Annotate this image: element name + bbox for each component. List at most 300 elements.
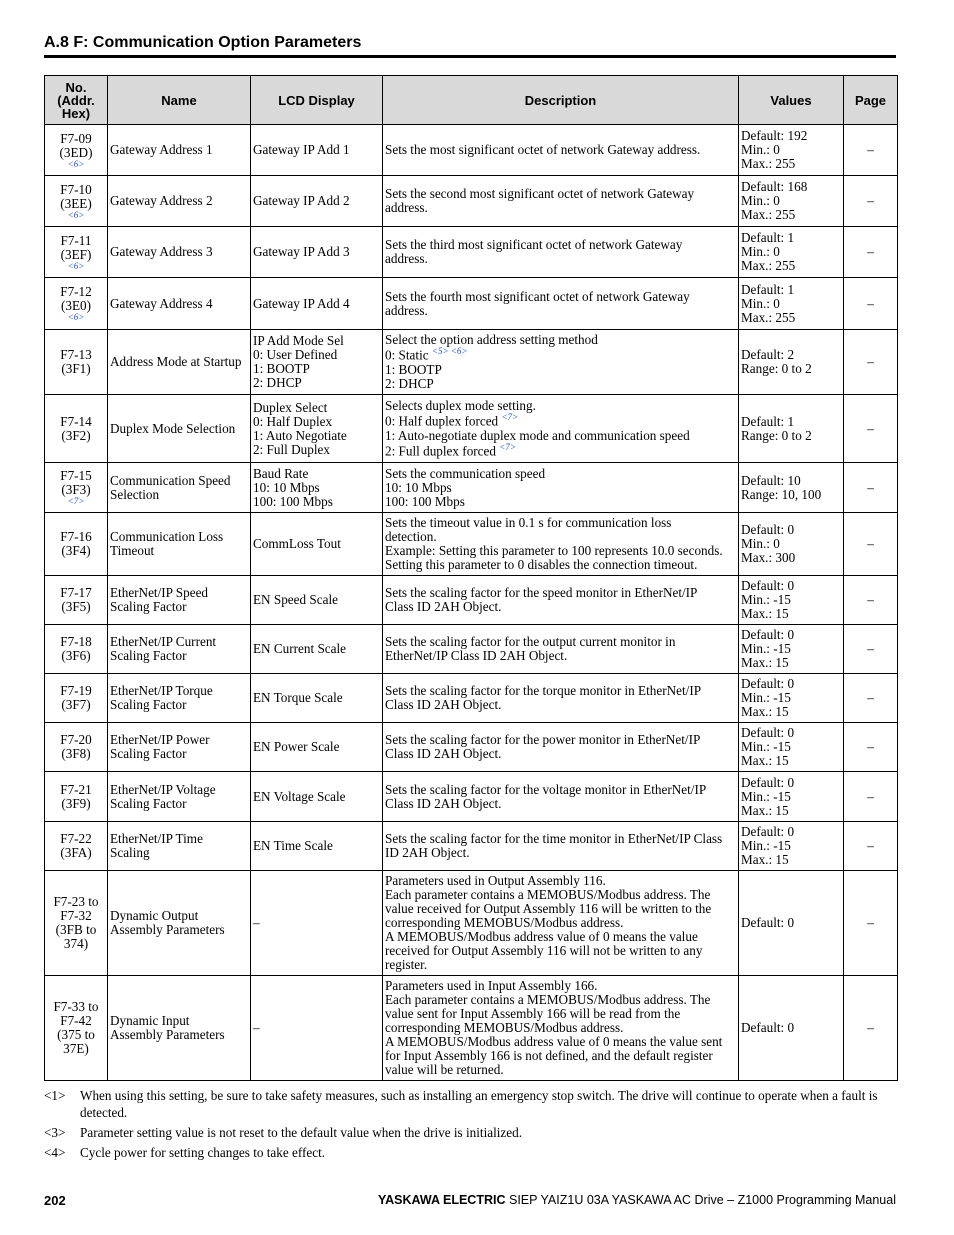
cell-line	[385, 874, 736, 888]
parameter-name	[108, 772, 251, 822]
cell-text: (3EF)	[60, 246, 92, 262]
cell-text: (3F8)	[61, 746, 91, 761]
cell-text: Sets the second most significant octet of network Gateway	[385, 186, 695, 201]
cell-text: –	[253, 1020, 260, 1035]
cell-line	[47, 299, 105, 313]
cell-line	[741, 642, 841, 656]
cell-line	[741, 677, 841, 691]
cell-line	[253, 334, 380, 348]
cell-line	[385, 586, 736, 600]
cell-text: corresponding MEMOBUS/Modbus address.	[385, 915, 624, 930]
cell-line	[253, 143, 380, 157]
cell-text: Max.: 300	[741, 550, 796, 565]
parameter-name	[108, 723, 251, 772]
cell-line	[47, 544, 105, 558]
cell-line	[741, 297, 841, 311]
cell-line	[253, 691, 380, 705]
cell-line	[385, 649, 736, 663]
cell-text: EtherNet/IP Current	[110, 634, 217, 649]
cell-text: Scaling Factor	[110, 648, 187, 663]
cell-line	[253, 916, 380, 930]
page-reference: –	[844, 976, 898, 1081]
cell-text: Min.: -15	[741, 739, 791, 754]
footnote-tag: <3>	[44, 1125, 66, 1140]
cell-text: Assembly Parameters	[110, 1027, 225, 1042]
cell-text: Min.: -15	[741, 592, 791, 607]
cell-line	[385, 993, 736, 1007]
cell-text: Max.: 255	[741, 258, 796, 273]
cell-text: Max.: 15	[741, 704, 789, 719]
cell-text: value received for Output Assembly 116 will be written to the	[385, 901, 712, 916]
parameter-description	[383, 772, 739, 822]
table-row	[45, 625, 898, 674]
cell-text: EtherNet/IP Class ID 2AH Object.	[385, 648, 568, 663]
parameter-table	[44, 75, 898, 1081]
cell-line	[741, 143, 841, 157]
cell-text: register.	[385, 957, 428, 972]
cell-line	[385, 333, 736, 347]
cell-text: received for Output Assembly 116 will not be written to any	[385, 943, 703, 958]
cell-text: 100: 100 Mbps	[385, 493, 465, 509]
reference-link[interactable]: <6>	[67, 260, 85, 271]
cell-line	[47, 733, 105, 747]
cell-text: Min.: -15	[741, 690, 791, 705]
cell-line	[253, 297, 380, 311]
footnote-text: When using this setting, be sure to take safety measures, such as installing an emergency stop switch. The drive will continue to operate when a fault is detected.	[80, 1088, 878, 1120]
lcd-display	[251, 278, 383, 330]
cell-text: A MEMOBUS/Modbus address value of 0 means the value	[385, 929, 698, 944]
cell-line	[110, 1028, 248, 1042]
cell-text: Dynamic Input	[110, 1013, 190, 1028]
parameter-description	[383, 176, 739, 227]
cell-line	[741, 839, 841, 853]
cell-line	[385, 684, 736, 698]
cell-text: Min.: -15	[741, 641, 791, 656]
cell-line	[385, 377, 736, 391]
cell-line	[47, 1028, 105, 1042]
cell-line	[385, 495, 736, 509]
cell-text: 1: BOOTP	[385, 361, 442, 377]
cell-text: Range: 0 to 2	[741, 427, 812, 443]
reference-link[interactable]: <7>	[501, 412, 519, 423]
cell-text: F7-13	[60, 347, 92, 362]
cell-text: F7-11	[60, 232, 92, 248]
cell-text: Assembly Parameters	[110, 922, 225, 937]
page-reference: –	[844, 576, 898, 625]
cell-line	[110, 733, 248, 747]
cell-text: Example: Setting this parameter to 100 represents 10.0 seconds.	[385, 543, 723, 558]
footnote	[44, 1124, 896, 1141]
cell-line	[47, 635, 105, 649]
parameter-number	[45, 576, 108, 625]
lcd-display	[251, 674, 383, 723]
cell-text: F7-21	[60, 781, 92, 797]
cell-text: 0: Half Duplex	[253, 413, 333, 429]
cell-line	[110, 355, 248, 369]
reference-link[interactable]: <6>	[67, 209, 85, 220]
cell-line	[47, 923, 105, 937]
lcd-display	[251, 513, 383, 576]
cell-line	[253, 593, 380, 607]
cell-text: Sets the scaling factor for the time monitor in EtherNet/IP Class	[385, 831, 723, 846]
cell-text: (3F9)	[61, 795, 91, 811]
cell-text: Default: 2	[741, 347, 795, 362]
cell-line	[253, 790, 380, 804]
cell-text: (3F6)	[61, 648, 91, 663]
cell-line	[385, 1021, 736, 1035]
parameter-number	[45, 871, 108, 976]
reference-link[interactable]: <6>	[67, 158, 85, 169]
lcd-display	[251, 463, 383, 513]
cell-text: address.	[385, 251, 428, 266]
cell-line	[385, 363, 736, 377]
cell-text: Duplex Select	[253, 399, 328, 415]
cell-text: Sets the communication speed	[385, 465, 546, 481]
cell-line	[385, 747, 736, 761]
page-reference: –	[844, 871, 898, 976]
cell-line	[741, 245, 841, 259]
cell-line	[253, 401, 380, 415]
cell-text: CommLoss Tout	[253, 536, 341, 551]
parameter-description	[383, 822, 739, 871]
page-reference: –	[844, 723, 898, 772]
cell-line	[741, 656, 841, 670]
cell-line	[253, 642, 380, 656]
section-title: A.8 F: Communication Option Parameters	[44, 34, 362, 51]
cell-text: Default: 0	[741, 627, 795, 642]
parameter-values	[739, 513, 844, 576]
page-reference: –	[844, 513, 898, 576]
cell-text: Each parameter contains a MEMOBUS/Modbus address. The	[385, 887, 711, 902]
cell-line	[47, 684, 105, 698]
cell-text: Min.: 0	[741, 142, 780, 157]
cell-text: 2: DHCP	[253, 375, 302, 390]
cell-text: F7-19	[60, 683, 92, 698]
cell-text: EN Torque Scale	[253, 690, 343, 705]
cell-line	[741, 1021, 841, 1035]
cell-line	[741, 916, 841, 930]
cell-text: Max.: 15	[741, 852, 789, 867]
cell-text: Min.: -15	[741, 838, 791, 853]
cell-line	[47, 1042, 105, 1056]
lcd-display	[251, 723, 383, 772]
page-reference: –	[844, 176, 898, 227]
cell-line	[741, 283, 841, 297]
cell-text: Default: 0	[741, 774, 795, 790]
cell-text: Class ID 2AH Object.	[385, 697, 502, 712]
cell-line	[110, 488, 248, 502]
cell-line	[741, 194, 841, 208]
cell-line	[110, 698, 248, 712]
cell-line	[385, 429, 736, 443]
cell-text: Max.: 15	[741, 606, 789, 621]
footer-manual-title	[378, 1193, 896, 1207]
cell-line	[741, 691, 841, 705]
cell-text: F7-18	[60, 634, 92, 649]
cell-line	[47, 1014, 105, 1028]
cell-line	[385, 187, 736, 201]
parameter-name	[108, 625, 251, 674]
cell-text: address.	[385, 200, 428, 215]
cell-text: 2: DHCP	[385, 375, 434, 391]
cell-text: (3F3)	[61, 482, 91, 497]
table-row	[45, 723, 898, 772]
reference-link[interactable]: <5> <6>	[431, 346, 468, 357]
parameter-values	[739, 395, 844, 463]
cell-text: 100: 100 Mbps	[253, 493, 333, 509]
lcd-display	[251, 871, 383, 976]
cell-text: EtherNet/IP Speed	[110, 585, 209, 600]
page-reference: –	[844, 227, 898, 278]
cell-text: Default: 0	[741, 1020, 795, 1035]
cell-text: Sets the most significant octet of network Gateway address.	[385, 142, 701, 157]
cell-line	[47, 348, 105, 362]
table-row	[45, 576, 898, 625]
cell-line	[741, 129, 841, 143]
parameter-name	[108, 576, 251, 625]
parameter-number	[45, 625, 108, 674]
parameter-name	[108, 395, 251, 463]
page-reference: –	[844, 674, 898, 723]
cell-text: Communication Speed	[110, 472, 231, 488]
cell-line	[385, 290, 736, 304]
parameter-description	[383, 976, 739, 1081]
cell-line	[741, 790, 841, 804]
cell-line	[47, 937, 105, 951]
header-description: Description	[383, 76, 739, 125]
cell-line	[741, 579, 841, 593]
cell-line	[110, 530, 248, 544]
lcd-display	[251, 976, 383, 1081]
cell-line	[110, 797, 248, 811]
cell-line	[47, 783, 105, 797]
cell-line	[253, 415, 380, 429]
parameter-number	[45, 125, 108, 176]
cell-line	[110, 1014, 248, 1028]
cell-text: 2: Full duplex forced	[385, 442, 496, 458]
parameter-number	[45, 674, 108, 723]
cell-line	[741, 705, 841, 719]
table-row	[45, 227, 898, 278]
cell-text: EtherNet/IP Voltage	[110, 781, 216, 797]
table-row	[45, 330, 898, 395]
cell-text: Gateway Address 3	[110, 244, 213, 259]
cell-text: (3F1)	[61, 361, 91, 376]
parameter-values	[739, 625, 844, 674]
parameter-values	[739, 176, 844, 227]
cell-text: Duplex Mode Selection	[110, 420, 236, 436]
table-row	[45, 513, 898, 576]
cell-line	[47, 197, 105, 211]
cell-line	[110, 297, 248, 311]
cell-line	[741, 362, 841, 376]
cell-line	[47, 248, 105, 262]
cell-text: EN Current Scale	[253, 641, 347, 656]
parameter-name	[108, 871, 251, 976]
cell-text: Min.: 0	[741, 295, 780, 311]
parameter-number	[45, 227, 108, 278]
cell-text: Gateway IP Add 2	[253, 193, 350, 208]
parameter-number	[45, 976, 108, 1081]
cell-line	[47, 846, 105, 860]
cell-text: Baud Rate	[253, 465, 309, 481]
cell-text: F7-42	[60, 1013, 92, 1028]
cell-line	[110, 846, 248, 860]
cell-line	[385, 143, 736, 157]
cell-text: value will be returned.	[385, 1062, 504, 1077]
cell-line	[47, 586, 105, 600]
cell-text: Selects duplex mode setting.	[385, 398, 536, 414]
cell-line	[47, 698, 105, 712]
parameter-number	[45, 395, 108, 463]
cell-line	[110, 635, 248, 649]
parameter-name	[108, 674, 251, 723]
cell-line	[253, 537, 380, 551]
cell-text: F7-17	[60, 585, 92, 600]
cell-text: for Input Assembly 166 is not defined, and the default register	[385, 1048, 713, 1063]
cell-line	[741, 853, 841, 867]
parameter-description	[383, 625, 739, 674]
header-name: Name	[108, 76, 251, 125]
cell-text: 0: Half duplex forced	[385, 413, 499, 429]
cell-text: (3FB to	[55, 922, 97, 937]
cell-line	[741, 180, 841, 194]
cell-line	[47, 649, 105, 663]
cell-text: Default: 1	[741, 230, 795, 245]
parameter-name	[108, 278, 251, 330]
page-reference: –	[844, 125, 898, 176]
page-reference: –	[844, 278, 898, 330]
cell-text: Communication Loss	[110, 529, 224, 544]
table-row	[45, 176, 898, 227]
cell-line	[741, 593, 841, 607]
cell-line	[110, 143, 248, 157]
cell-line	[385, 797, 736, 811]
parameter-values	[739, 723, 844, 772]
parameter-description	[383, 227, 739, 278]
table-row	[45, 674, 898, 723]
parameter-description	[383, 395, 739, 463]
parameter-number	[45, 822, 108, 871]
cell-text: Min.: 0	[741, 536, 780, 551]
parameter-description	[383, 330, 739, 395]
cell-line	[741, 415, 841, 429]
parameter-values	[739, 871, 844, 976]
header-lcd-display: LCD Display	[251, 76, 383, 125]
cell-line	[385, 544, 736, 558]
cell-text: detection.	[385, 529, 437, 544]
cell-text: 10: 10 Mbps	[253, 479, 320, 495]
parameter-number	[45, 278, 108, 330]
cell-line	[385, 979, 736, 993]
page-reference: –	[844, 395, 898, 463]
cell-text: F7-10	[60, 181, 92, 197]
cell-text: Default: 192	[741, 128, 808, 143]
cell-text: Min.: 0	[741, 193, 780, 208]
parameter-values	[739, 463, 844, 513]
reference-link[interactable]: <7>	[499, 441, 516, 452]
cell-line	[741, 804, 841, 818]
cell-text: EtherNet/IP Power	[110, 732, 210, 747]
cell-text: (3E0)	[60, 298, 92, 313]
cell-text: Class ID 2AH Object.	[385, 599, 502, 614]
cell-text: Max.: 255	[741, 207, 796, 222]
cell-text: IP Add Mode Sel	[253, 333, 344, 348]
cell-line	[385, 201, 736, 215]
parameter-values	[739, 576, 844, 625]
cell-line	[253, 194, 380, 208]
cell-text: F7-32	[60, 908, 92, 923]
reference-link[interactable]: <6>	[67, 312, 85, 322]
cell-text: EN Voltage Scale	[253, 788, 346, 804]
cell-text: Max.: 15	[741, 753, 789, 768]
cell-line	[110, 747, 248, 761]
cell-text: 1: Auto Negotiate	[253, 427, 347, 443]
footnote-text: Parameter setting value is not reset to the default value when the drive is initialized.	[80, 1125, 523, 1140]
cell-text: Timeout	[110, 543, 155, 558]
cell-text: EN Speed Scale	[253, 592, 338, 607]
cell-line	[385, 1035, 736, 1049]
parameter-number	[45, 330, 108, 395]
cell-line	[385, 304, 736, 318]
cell-line	[385, 399, 736, 413]
cell-line	[47, 909, 105, 923]
cell-text: F7-09	[60, 130, 92, 146]
table-row	[45, 822, 898, 871]
cell-line	[741, 429, 841, 443]
cell-text: Gateway IP Add 1	[253, 142, 350, 157]
cell-line	[110, 245, 248, 259]
lcd-display	[251, 772, 383, 822]
cell-text: Each parameter contains a MEMOBUS/Modbus address. The	[385, 992, 711, 1007]
parameter-values	[739, 278, 844, 330]
cell-text: Default: 0	[741, 824, 795, 839]
cell-text: Sets the scaling factor for the output current monitor in	[385, 634, 676, 649]
cell-text: 0: Static	[385, 347, 429, 363]
cell-line	[741, 628, 841, 642]
cell-line	[253, 376, 380, 390]
lcd-display	[251, 227, 383, 278]
cell-text: F7-16	[60, 529, 92, 544]
table-row	[45, 871, 898, 976]
parameter-number	[45, 772, 108, 822]
cell-text: F7-20	[60, 732, 92, 747]
cell-line	[385, 481, 736, 495]
parameter-number	[45, 513, 108, 576]
cell-line	[385, 846, 736, 860]
parameter-description	[383, 125, 739, 176]
footer-brand: YASKAWA ELECTRIC	[377, 1193, 506, 1207]
cell-text: Default: 1	[741, 281, 795, 297]
cell-text: F7-23 to	[53, 894, 99, 909]
reference-link[interactable]: <7>	[67, 496, 85, 506]
cell-line	[385, 958, 736, 972]
cell-line	[385, 1007, 736, 1021]
cell-text: Class ID 2AH Object.	[385, 795, 502, 811]
parameter-number	[45, 723, 108, 772]
cell-text: A MEMOBUS/Modbus address value of 0 means the value sent	[385, 1034, 723, 1049]
table-row	[45, 278, 898, 330]
parameter-values	[739, 822, 844, 871]
cell-line	[47, 146, 105, 160]
cell-line	[253, 245, 380, 259]
cell-text: 2: Full Duplex	[253, 441, 330, 457]
cell-line	[741, 474, 841, 488]
cell-line	[385, 698, 736, 712]
cell-line	[385, 516, 736, 530]
parameter-values	[739, 772, 844, 822]
cell-text: Range: 10, 100	[741, 486, 822, 502]
